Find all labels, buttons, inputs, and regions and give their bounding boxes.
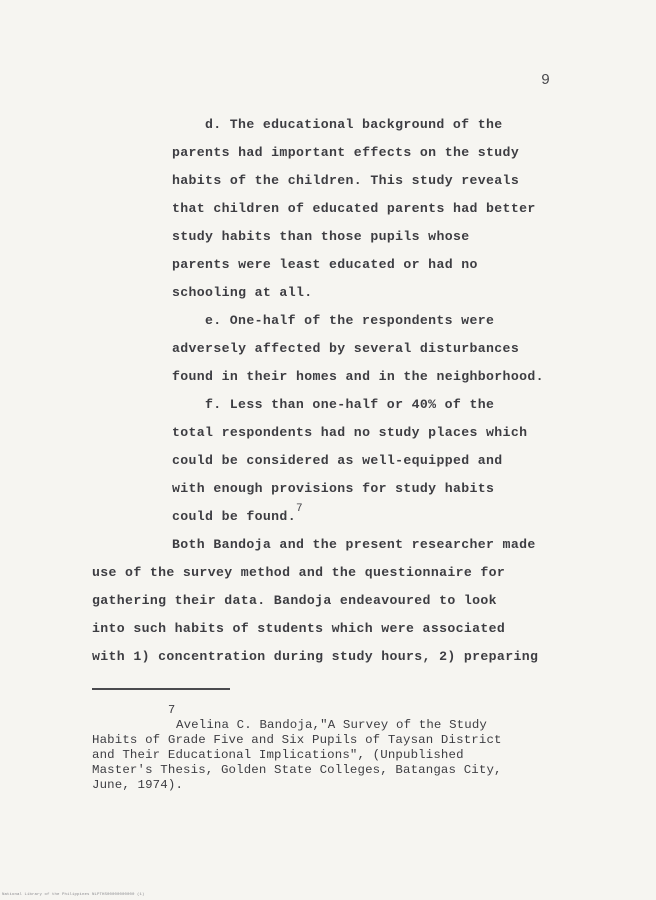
text-line: found in their homes and in the neighborhood. [172, 369, 544, 384]
text-segment: could be found. [172, 509, 296, 524]
text-line: total respondents had no study places which [172, 425, 528, 440]
text-line-with-footnote-ref [172, 503, 303, 524]
text-line: parents were least educated or had no [172, 257, 478, 272]
footnote-separator [92, 688, 230, 690]
text-line: use of the survey method and the questionnaire for [92, 565, 506, 580]
footnote-line: June, 1974). [92, 778, 184, 792]
page-number: 9 [541, 72, 551, 89]
text-line: with 1) concentration during study hours, 2) preparing [92, 649, 539, 664]
text-line: d. The educational background of the [205, 117, 503, 132]
text-line: study habits than those pupils whose [172, 229, 470, 244]
text-line: e. One-half of the respondents were [205, 313, 495, 328]
text-line: parents had important effects on the study [172, 145, 520, 160]
footnote-line: and Their Educational Implications", (Unpublished [92, 748, 464, 762]
footnote-line: Avelina C. Bandoja,"A Survey of the Study [176, 718, 488, 732]
footnote-marker: 7 [168, 703, 176, 717]
text-line: into such habits of students which were associated [92, 621, 506, 636]
text-line: habits of the children. This study reveals [172, 173, 520, 188]
text-line: f. Less than one-half or 40% of the [205, 397, 495, 412]
text-line: adversely affected by several disturbances [172, 341, 520, 356]
text-line: with enough provisions for study habits [172, 481, 495, 496]
text-line: could be considered as well-equipped and [172, 453, 503, 468]
footnote-line: Habits of Grade Five and Six Pupils of Taysan District [92, 733, 502, 747]
text-line: gathering their data. Bandoja endeavoured to look [92, 593, 497, 608]
footnote-reference: 7 [295, 503, 303, 515]
text-line: that children of educated parents had better [172, 201, 536, 216]
footnote-line: Master's Thesis, Golden State Colleges, Batangas City, [92, 763, 502, 777]
archive-stamp: National Library of the Philippines NLPTHS00000000000 (1) [2, 893, 145, 897]
text-line: Both Bandoja and the present researcher made [172, 537, 536, 552]
text-line: schooling at all. [172, 285, 313, 300]
